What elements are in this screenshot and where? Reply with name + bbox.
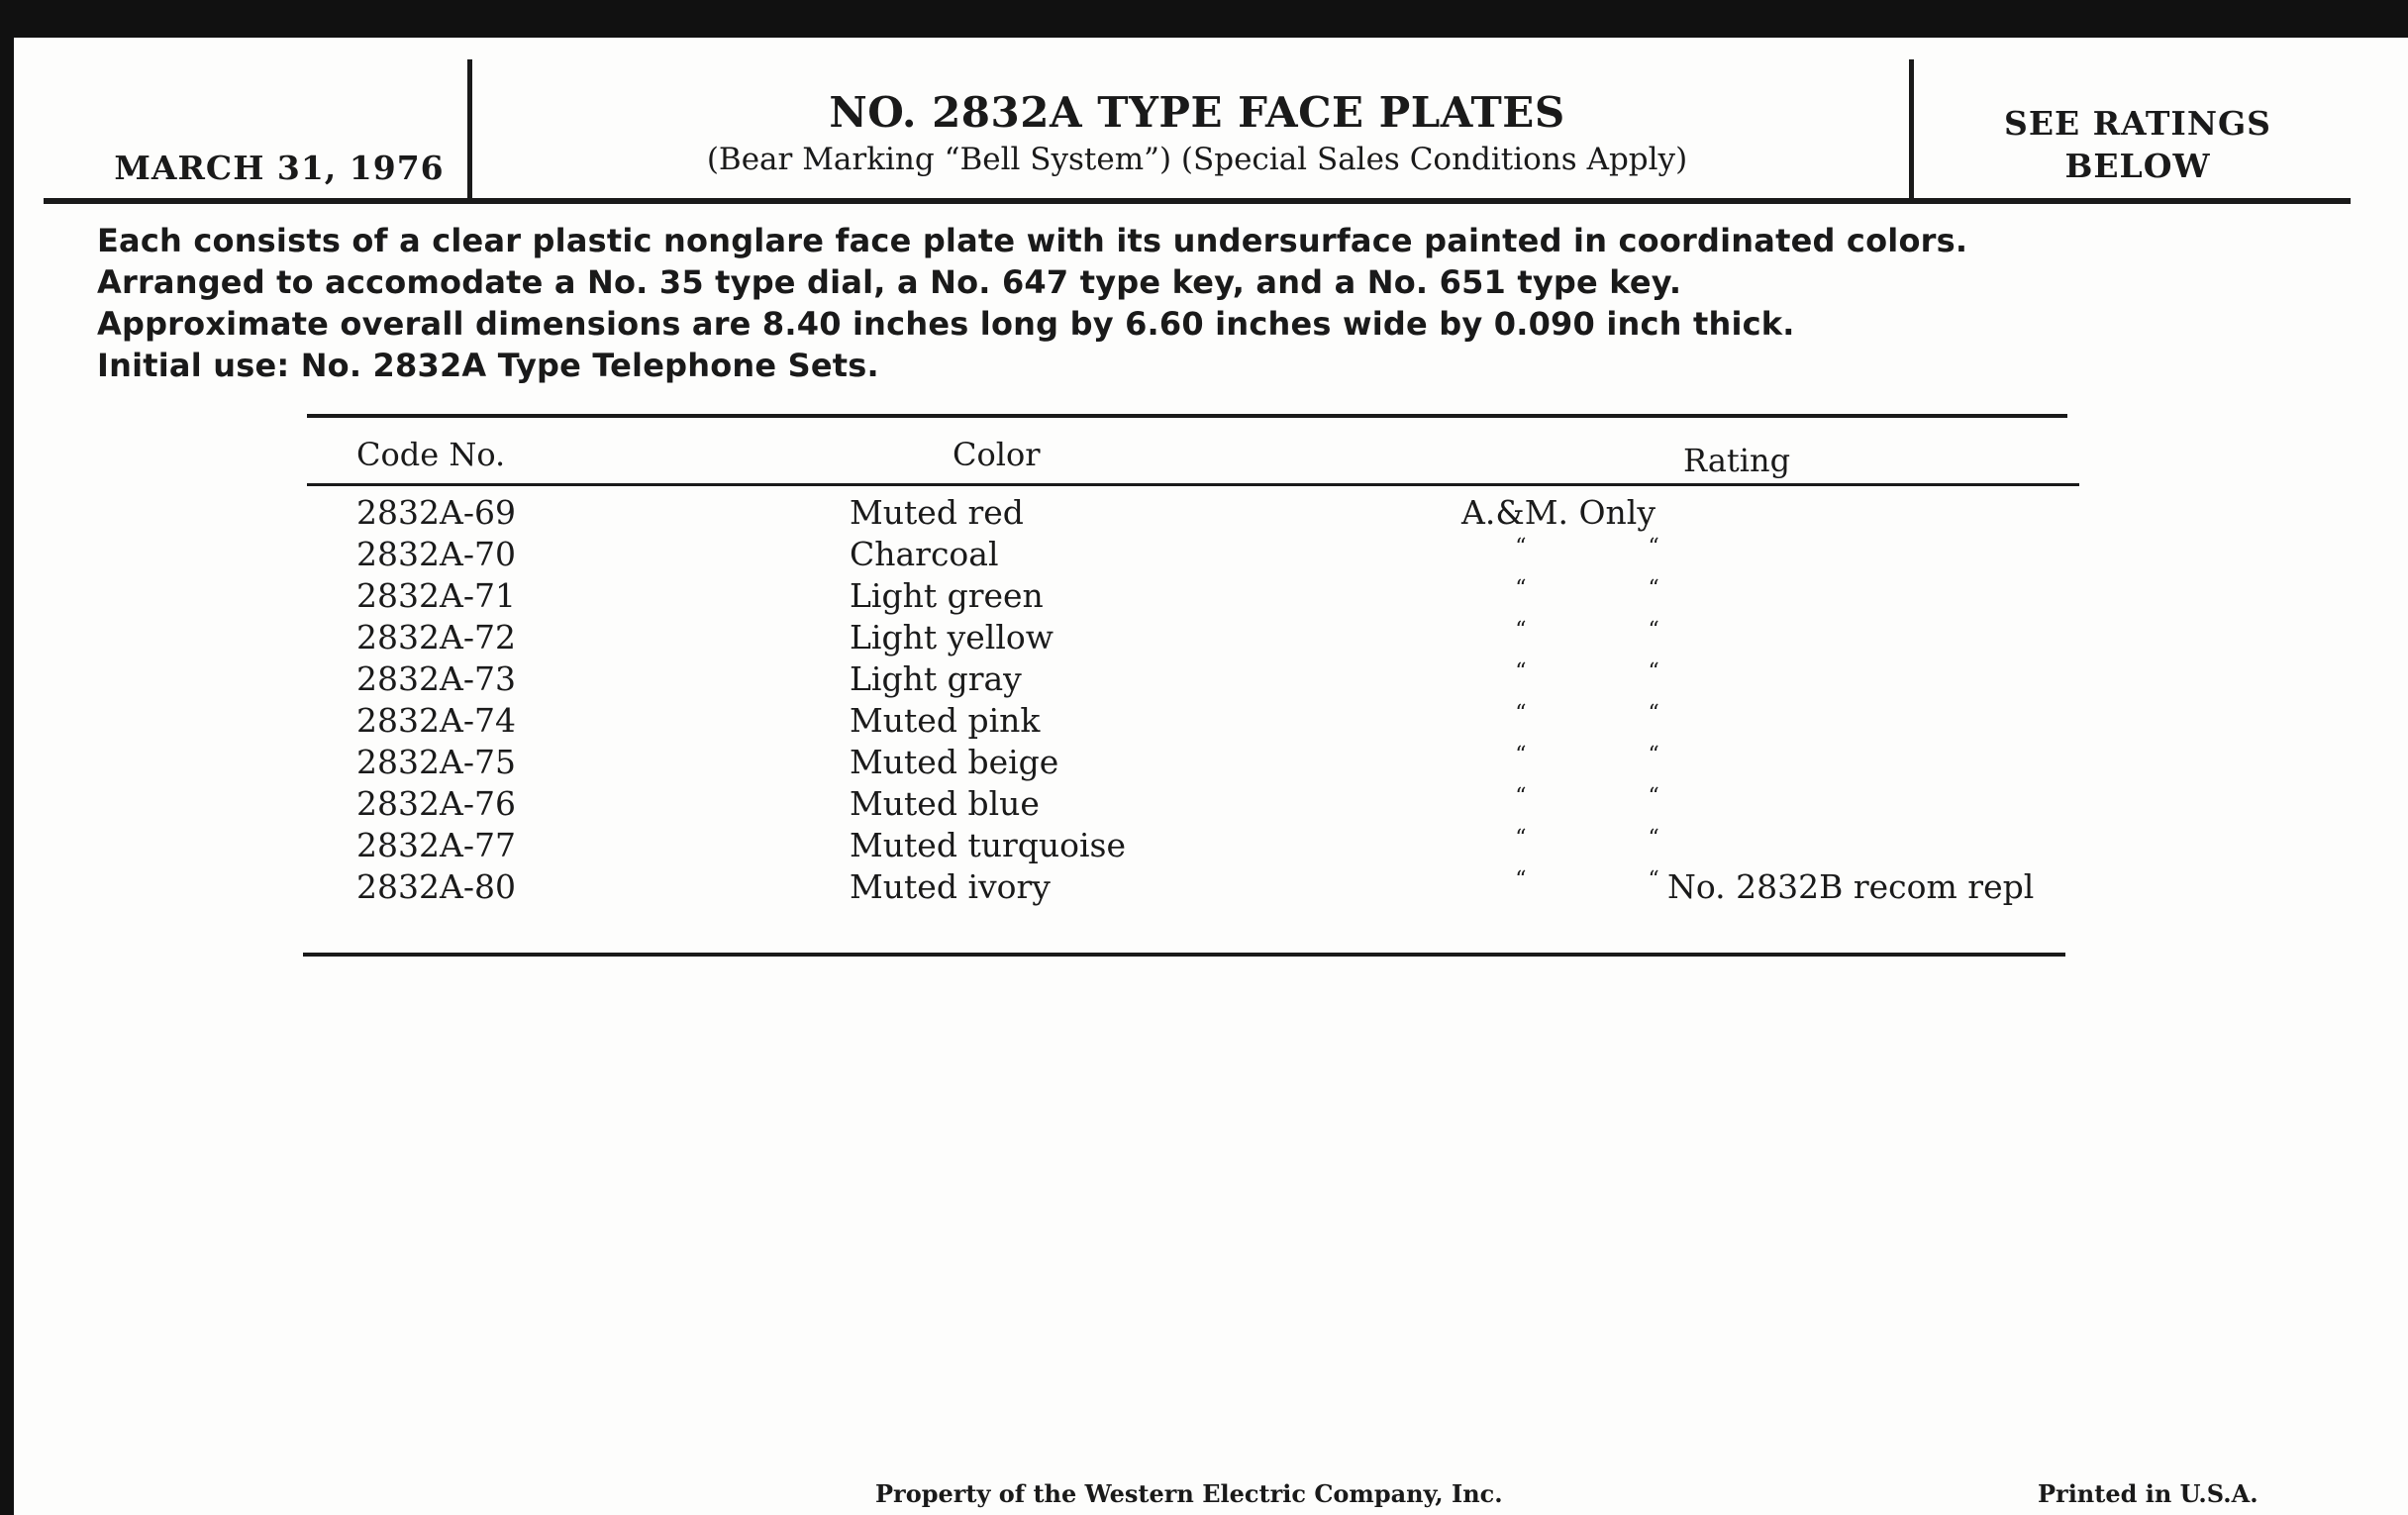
table-bottom-rule xyxy=(303,953,2065,957)
color-cell: Muted blue xyxy=(850,784,1040,823)
color-cell: Muted turquoise xyxy=(850,826,1127,864)
column-header-color: Color xyxy=(953,436,1041,473)
code-cell: 2832A-69 xyxy=(356,493,516,532)
rating-cell: “ “ xyxy=(1515,535,1717,559)
note-cell: No. 2832B recom repl xyxy=(1667,867,2035,906)
table-row xyxy=(291,618,2073,659)
code-cell: 2832A-71 xyxy=(356,576,516,615)
color-cell: Muted ivory xyxy=(850,867,1051,906)
table-row xyxy=(291,659,2073,701)
column-header-rating: Rating xyxy=(1683,442,1791,479)
description xyxy=(97,220,2275,386)
code-cell: 2832A-80 xyxy=(356,867,516,906)
rating-cell: “ “ xyxy=(1515,701,1717,726)
table-row xyxy=(291,826,2073,867)
color-cell: Charcoal xyxy=(850,535,999,573)
table-body xyxy=(291,493,2073,909)
printed-in-notice: Printed in U.S.A. xyxy=(2038,1479,2258,1508)
color-cell: Muted pink xyxy=(850,701,1041,740)
table-row xyxy=(291,576,2073,618)
issue-date: MARCH 31, 1976 xyxy=(114,149,445,187)
ratings-note xyxy=(1945,103,2331,188)
rating-cell: “ “ xyxy=(1515,743,1717,767)
code-cell: 2832A-75 xyxy=(356,743,516,781)
header-rule xyxy=(44,198,2351,204)
description-line: Initial use: No. 2832A Type Telephone Sets. xyxy=(97,347,879,384)
code-cell: 2832A-72 xyxy=(356,618,516,656)
code-cell: 2832A-77 xyxy=(356,826,516,864)
document-page xyxy=(14,38,2408,1515)
table-row xyxy=(291,784,2073,826)
table-row xyxy=(291,493,2073,535)
table-top-rule xyxy=(307,414,2067,418)
color-cell: Light yellow xyxy=(850,618,1054,656)
table-row xyxy=(291,867,2073,909)
description-line: Approximate overall dimensions are 8.40 inches long by 6.60 inches wide by 0.090 inch thick. xyxy=(97,305,1795,343)
color-cell: Muted red xyxy=(850,493,1024,532)
title-block xyxy=(479,89,1915,179)
ratings-note-line2: BELOW xyxy=(2064,146,2211,185)
rating-cell: “ “ xyxy=(1515,659,1717,684)
rating-cell: “ “ xyxy=(1515,826,1717,851)
header-divider-right xyxy=(1909,59,1914,198)
code-cell: 2832A-70 xyxy=(356,535,516,573)
description-line: Arranged to accomodate a No. 35 type dial, a No. 647 type key, and a No. 651 type key. xyxy=(97,263,1682,301)
rating-cell: “ “ xyxy=(1515,867,1717,892)
document-subtitle: (Bear Marking “Bell System”) (Special Sales Conditions Apply) xyxy=(706,142,1688,178)
column-header-code: Code No. xyxy=(356,436,506,473)
color-cell: Light green xyxy=(850,576,1044,615)
table-header-rule xyxy=(307,483,2079,486)
rating-cell: “ “ xyxy=(1515,618,1717,643)
table-row xyxy=(291,701,2073,743)
description-line: Each consists of a clear plastic nonglare face plate with its undersurface painted in coordinated colors. xyxy=(97,222,1968,259)
rating-cell: “ “ xyxy=(1515,784,1717,809)
ratings-note-line1: SEE RATINGS xyxy=(2003,104,2272,143)
table-row xyxy=(291,535,2073,576)
table-row xyxy=(291,743,2073,784)
color-cell: Muted beige xyxy=(850,743,1059,781)
code-cell: 2832A-74 xyxy=(356,701,516,740)
document-title: NO. 2832A TYPE FACE PLATES xyxy=(829,88,1565,137)
color-cell: Light gray xyxy=(850,659,1022,698)
code-cell: 2832A-76 xyxy=(356,784,516,823)
code-cell: 2832A-73 xyxy=(356,659,516,698)
property-notice: Property of the Western Electric Company, Inc. xyxy=(875,1479,1503,1508)
rating-cell: A.&M. Only xyxy=(1461,493,1656,532)
header-divider-left xyxy=(467,59,472,198)
rating-cell: “ “ xyxy=(1515,576,1717,601)
